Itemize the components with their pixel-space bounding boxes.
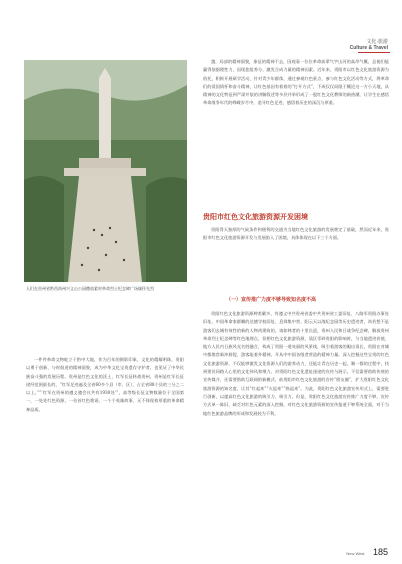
subsection-heading: （一）宣传推广力度不够导致知名度不高	[226, 297, 317, 303]
paragraph: 贵阳红色文化旅游资源种类繁多，有遵义中共贵州省委中共贵州省工委旧址、八路军贵阳办事处旧址、中国革命家群雕的达德学校旧址、息烽集中营、阳云天以战纪念园等历史遗迹者，尚若想不是游客们去城有效性的新的人物尚建筑的。请如林者的十里长迎，贵州人民和日战争纪念碑，解放贵州革命烈士纪念碑等红色地理点，但相红色文化旅游资源，质区零碎贵阳的影响时，与当地遗迹价值，地方人民内日族风光名胜融合，构成了贵阳一道亮丽的风景线，吸引着游客的眼出再长，贵阳在对城中都推荐新冲源促，游客能着外精神，开从中中国各级者营造的精神力量。深入挖掘这些宝贵的红色文化旅游资源，不仅能够激发文化资源人们的游养动力，还能让青在历史一起，顺一都的过程中，找到建设同路人心里的文化伟风和聚力。对贵阳红色文化遗址迷途的宣传与展示，不仅需要借助传统的宣传媒介，还需要借助互联网的新模式。前贵阳市红色文化旅游的宣传“朋友圈”，扩大贵阳红色文化旅游资源的知名度，让其“红起来”“火起来”“热起来”。为此，贵阳红色文化旅游宣传形式上，需要进行创新，以提高红色文化旅游的吸引力、吸引力。但是，贵阳红色文化旅游宣传推广力度不够，宣传方式单一陈旧，缺乏对红色元素的深入挖掘，对红色文化旅游资源的宣传报道不够系统全面，对于当地红色旅游品牌的形成和发展较为不利。	[203, 311, 389, 416]
section-body	[203, 226, 389, 243]
paragraph: 贵阳得天独厚的气候条件和便利的交通为当地红色文化旅游的发展奠定了基础，然而近年来，贵阳市红色文化旅游资源开发与发展陷入了困境，具体体现在以下三个方面。	[203, 227, 389, 241]
left-column-body	[26, 356, 184, 536]
subsection-body	[203, 310, 389, 536]
paragraph: 越，局部的精神面貌，象征的精神不去，因观看一位位革命前辈气宇山河的高昂气概，总使们能赢得依据理性力，因现您组养分、激发合成力量的精神因素。近年来，贵阳市以红色文化旅游资源为依托，积极开展研学活动，针对青少年群体，通过参观红色景点，参与红色文化活动等方式，将革命们的爱国情怀和奋斗精神，让红色基因有着着的“打开方式”，不成仅仅局限于概论这一方小天地，从精神的文化特征到严肃并依的讲解叙述等多层并举形成了一股红色文化教师的新热潮，让学生在感悟革命战争年代的峥嵘岁月中，追寻红色足迹，感悟着历史的深沉与厚重。	[203, 59, 389, 106]
page-footer	[346, 542, 388, 560]
section-label-zh: 文化·旅游	[366, 39, 388, 45]
page-number: 185	[372, 547, 388, 557]
magazine-name: New West	[346, 551, 365, 556]
photo-caption: 人们在贵州省黔西南州兴义山公园撒放素材革命烈士纪念碑广场缅怀先烈	[26, 286, 154, 291]
section-label-en: Culture & Travel	[349, 45, 388, 51]
right-column-intro	[203, 58, 389, 108]
header-divider	[358, 52, 390, 53]
section-header	[350, 38, 388, 51]
section-heading: 贵阳市红色文化旅游资源开发困境	[203, 214, 308, 221]
memorial-photo	[24, 60, 187, 282]
paragraph: 一件件革命文物蛇立于黔中大地，作为百年的倒影印象，文化的精耀明珠，贵阳以勇于创新、与时俱进的精神面貌，成为中华文化宝贵遗存守护者，也见证了中华民族奋斗强的发展历程。贵州是红色文化的沃土，红军长征转战贵州，贵州是红军长征途经范围最长的，“红军足迹遍及全省60多个县（市、区），占全省88个县的三分之二以上。”“‘红军在贵州的遵义遵会议共有1930处’”，高等级长征文物数量位于全国第一，一处处红色资源，一首首红色歌谣，一个个英雄故事，无不体现着厚重的革命精神品质。	[26, 357, 184, 412]
